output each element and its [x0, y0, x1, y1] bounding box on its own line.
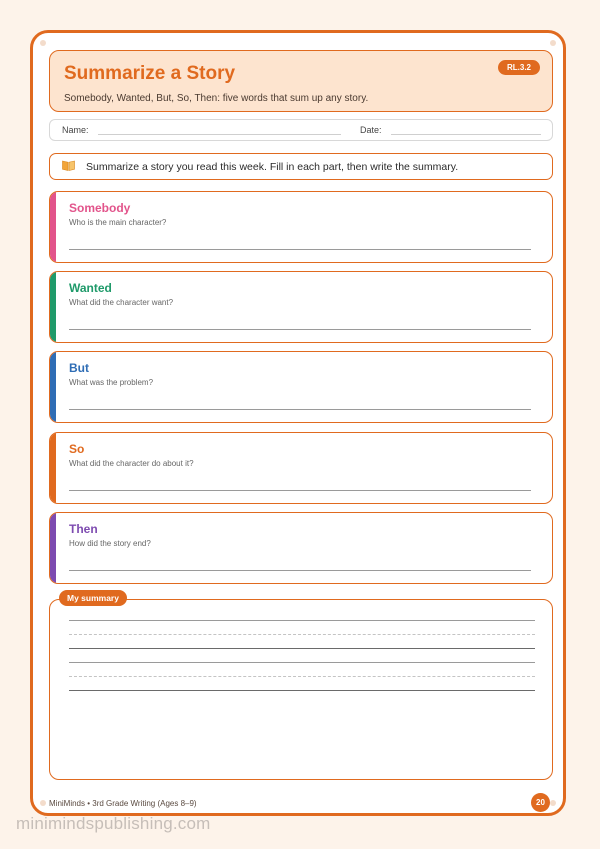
answer-line[interactable]	[69, 409, 531, 410]
section-so	[49, 432, 553, 504]
answer-line[interactable]	[69, 249, 531, 250]
page-number: 20	[531, 793, 550, 812]
section-color-bar	[50, 513, 56, 583]
section-color-bar	[50, 433, 56, 503]
summary-box[interactable]	[49, 593, 553, 780]
corner-dot	[40, 40, 46, 46]
writing-mid-line	[69, 634, 535, 635]
page-title: Summarize a Story	[64, 63, 236, 84]
name-label: Name:	[62, 125, 89, 135]
section-prompt: How did the story end?	[69, 539, 151, 548]
section-but	[49, 351, 553, 423]
worksheet-page	[30, 30, 566, 816]
section-prompt: Who is the main character?	[69, 218, 167, 227]
book-icon	[62, 160, 75, 171]
writing-base-line	[69, 690, 535, 691]
worksheet-header	[49, 50, 553, 112]
section-title: Wanted	[69, 281, 112, 295]
section-color-bar	[50, 352, 56, 422]
section-prompt: What did the character do about it?	[69, 459, 194, 468]
footer-text: MiniMinds • 3rd Grade Writing (Ages 8–9)	[49, 799, 197, 808]
name-date-bar	[49, 119, 553, 141]
corner-dot	[550, 40, 556, 46]
name-field[interactable]	[98, 134, 341, 135]
section-title: Somebody	[69, 201, 131, 215]
writing-top-line	[69, 662, 535, 663]
section-title: So	[69, 442, 85, 456]
answer-line[interactable]	[69, 329, 531, 330]
instruction-banner	[49, 153, 553, 180]
writing-top-line	[69, 620, 535, 621]
section-somebody	[49, 191, 553, 263]
standard-badge: RL.3.2	[498, 60, 540, 75]
section-color-bar	[50, 272, 56, 342]
section-wanted	[49, 271, 553, 343]
corner-dot	[550, 800, 556, 806]
section-title: Then	[69, 522, 98, 536]
section-prompt: What did the character want?	[69, 298, 174, 307]
corner-dot	[40, 800, 46, 806]
date-label: Date:	[360, 125, 382, 135]
watermark: minimindspublishing.com	[16, 814, 211, 833]
date-field[interactable]	[391, 134, 541, 135]
answer-line[interactable]	[69, 570, 531, 571]
instruction-text: Summarize a story you read this week. Fill in each part, then write the summary.	[86, 161, 459, 173]
section-color-bar	[50, 192, 56, 262]
section-prompt: What was the problem?	[69, 378, 154, 387]
summary-label: My summary	[59, 590, 127, 606]
writing-mid-line	[69, 676, 535, 677]
section-then	[49, 512, 553, 584]
writing-base-line	[69, 648, 535, 649]
answer-line[interactable]	[69, 490, 531, 491]
section-title: But	[69, 361, 89, 375]
page-subtitle: Somebody, Wanted, But, So, Then: five words that sum up any story.	[64, 93, 369, 104]
